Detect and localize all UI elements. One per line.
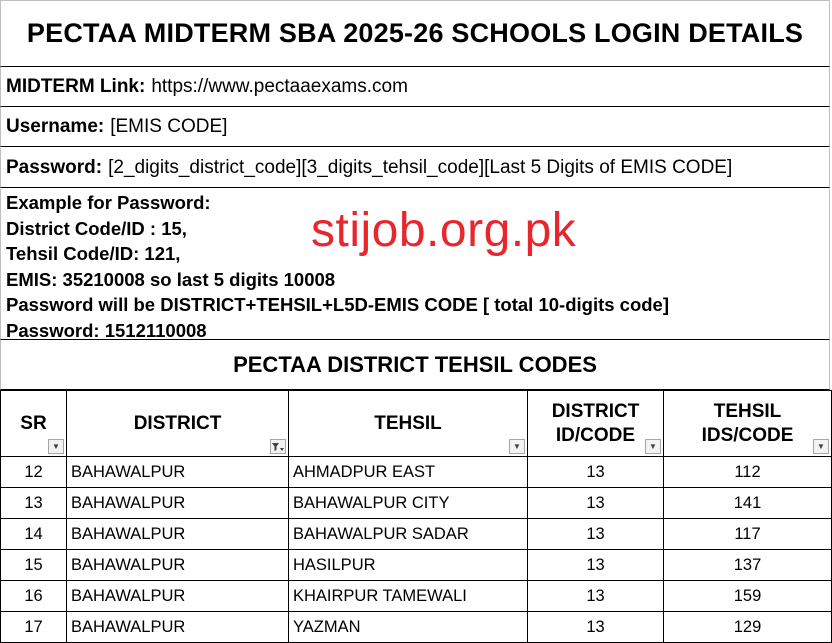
cell-sr: 15	[1, 550, 67, 581]
table-row	[1, 550, 832, 581]
username-label: Username:	[6, 115, 105, 137]
example-tehsil-code: Tehsil Code/ID: 121,	[6, 243, 181, 264]
cell-tehsil: BAHAWALPUR CITY	[289, 488, 528, 519]
cell-district: BAHAWALPUR	[67, 488, 289, 519]
section-subtitle: PECTAA DISTRICT TEHSIL CODES	[0, 340, 830, 390]
cell-district-id: 13	[528, 550, 664, 581]
table-row	[1, 488, 832, 519]
filter-active-icon[interactable]	[270, 439, 286, 454]
cell-sr: 13	[1, 488, 67, 519]
column-header-district: DISTRICT	[67, 391, 289, 457]
cell-district-id: 13	[528, 519, 664, 550]
example-emis: EMIS: 35210008 so last 5 digits 10008	[6, 268, 336, 290]
midterm-link-value[interactable]: https://www.pectaaexams.com	[151, 75, 408, 97]
filter-dropdown-icon[interactable]: ▼	[813, 439, 829, 454]
cell-district-id: 13	[528, 457, 664, 488]
watermark-text: stijob.org.pk	[311, 204, 577, 257]
table-row	[1, 581, 832, 612]
table-row	[1, 457, 832, 488]
column-header-tehsil-id: TEHSIL IDS/CODE ▼	[664, 391, 832, 457]
cell-tehsil: BAHAWALPUR SADAR	[289, 519, 528, 550]
cell-district: BAHAWALPUR	[67, 519, 289, 550]
cell-tehsil-id: 112	[664, 457, 832, 488]
cell-sr: 16	[1, 581, 67, 612]
password-value: [2_digits_district_code][3_digits_tehsil_code][Last 5 Digits of EMIS CODE]	[108, 156, 733, 178]
cell-district-id: 13	[528, 612, 664, 643]
example-heading: Example for Password:	[6, 192, 211, 213]
cell-district-id: 13	[528, 581, 664, 612]
column-header-sr: SR ▼	[1, 391, 67, 457]
password-label: Password:	[6, 156, 103, 178]
cell-tehsil: HASILPUR	[289, 550, 528, 581]
column-header-tehsil: TEHSIL ▼	[289, 391, 528, 457]
username-value: [EMIS CODE]	[110, 115, 228, 137]
codes-table	[0, 390, 832, 643]
password-row	[0, 148, 830, 188]
midterm-link-label: MIDTERM Link:	[6, 75, 146, 97]
example-password: Password: 1512110008	[6, 319, 207, 341]
filter-dropdown-icon[interactable]: ▼	[48, 439, 64, 454]
cell-tehsil: KHAIRPUR TAMEWALI	[289, 581, 528, 612]
filter-dropdown-icon[interactable]: ▼	[645, 439, 661, 454]
table-row	[1, 612, 832, 643]
cell-tehsil-id: 129	[664, 612, 832, 643]
cell-district: BAHAWALPUR	[67, 550, 289, 581]
page-title: PECTAA MIDTERM SBA 2025-26 SCHOOLS LOGIN DETAILS	[0, 0, 830, 67]
table-row	[1, 519, 832, 550]
cell-sr: 14	[1, 519, 67, 550]
cell-tehsil-id: 159	[664, 581, 832, 612]
cell-tehsil: YAZMAN	[289, 612, 528, 643]
cell-tehsil-id: 141	[664, 488, 832, 519]
midterm-link-row	[0, 67, 830, 107]
cell-district: BAHAWALPUR	[67, 581, 289, 612]
table-header-row	[1, 391, 832, 457]
cell-tehsil-id: 117	[664, 519, 832, 550]
example-district-code: District Code/ID : 15,	[6, 217, 187, 239]
cell-tehsil-id: 137	[664, 550, 832, 581]
cell-sr: 12	[1, 457, 67, 488]
cell-district-id: 13	[528, 488, 664, 519]
cell-sr: 17	[1, 612, 67, 643]
cell-tehsil: AHMADPUR EAST	[289, 457, 528, 488]
filter-dropdown-icon[interactable]: ▼	[509, 439, 525, 454]
username-row	[0, 107, 830, 147]
cell-district: BAHAWALPUR	[67, 612, 289, 643]
example-formula: Password will be DISTRICT+TEHSIL+L5D-EMIS CODE [ total 10-digits code]	[6, 294, 670, 315]
column-header-district-id: DISTRICT ID/CODE ▼	[528, 391, 664, 457]
cell-district: BAHAWALPUR	[67, 457, 289, 488]
